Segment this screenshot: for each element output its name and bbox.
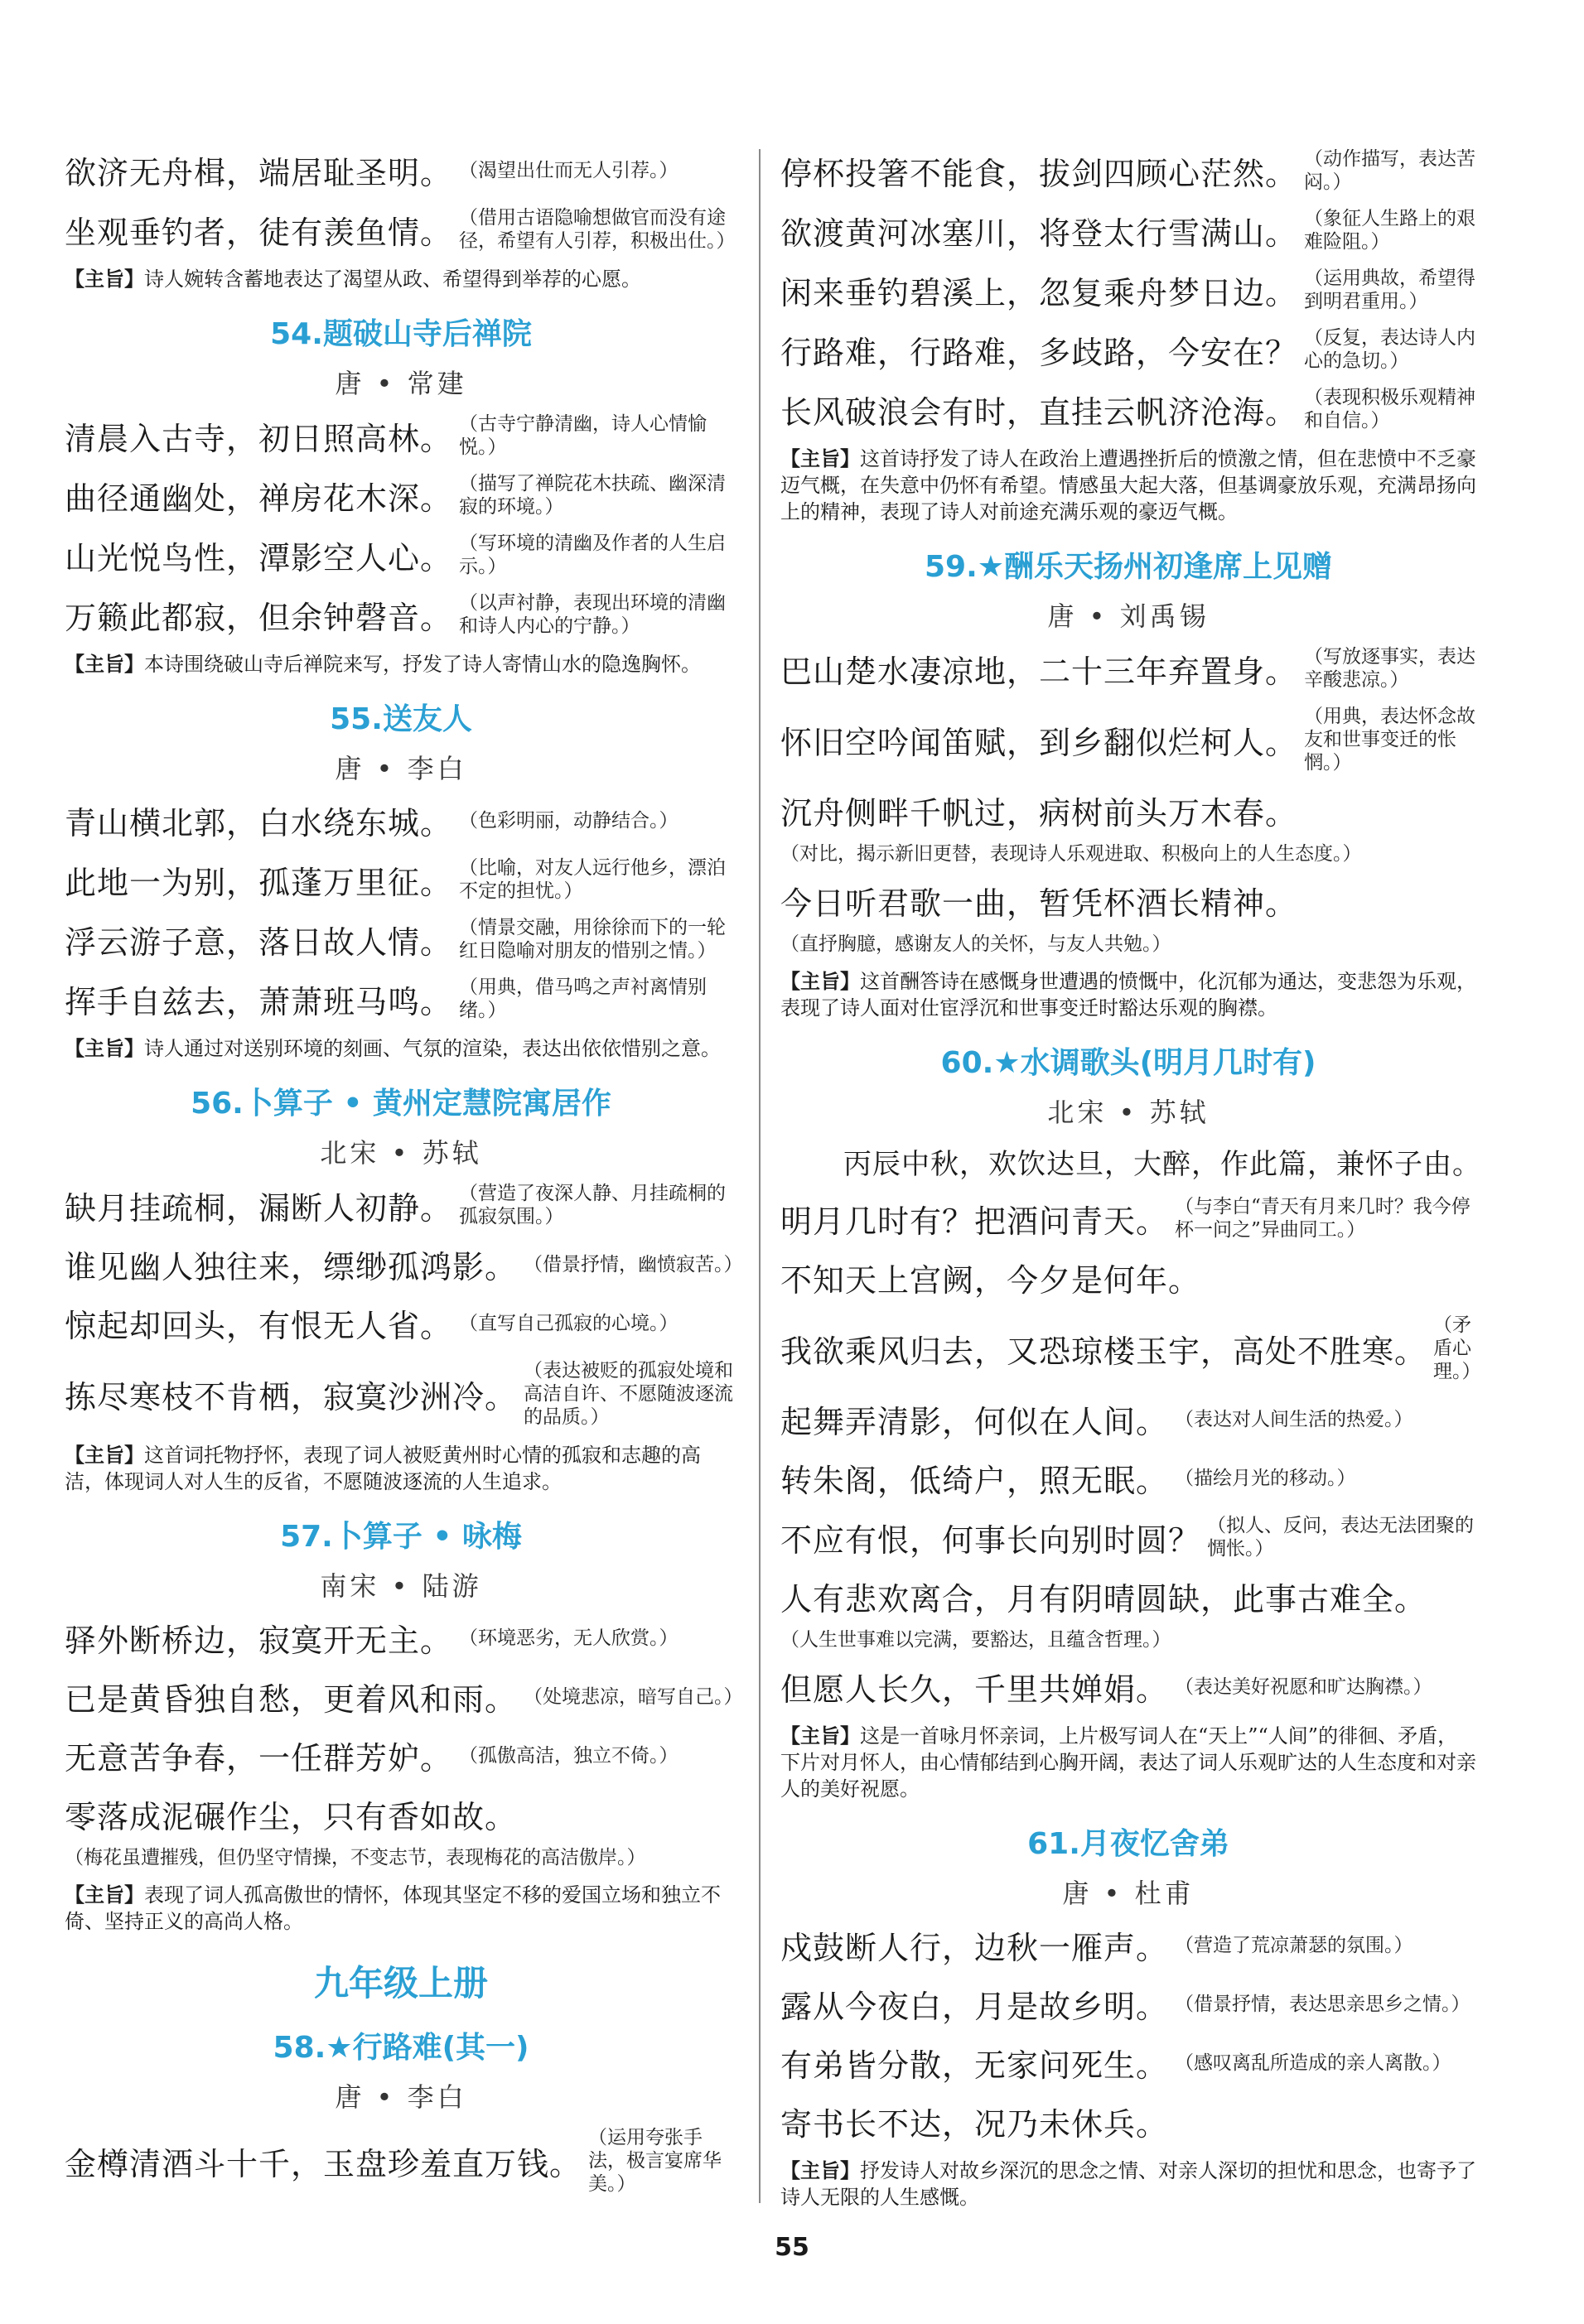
verse-text: 今日听君歌一曲，暂凭杯酒长精神。 — [780, 885, 1298, 922]
verse-note: （营造了荒凉萧瑟的氛围。） — [1175, 1934, 1413, 1956]
verse-line — [780, 267, 1476, 313]
poem-author: 北宋 • 苏轼 — [320, 1137, 482, 1169]
verse-note: （人生世事难以完满，要豁达，且蕴含哲理。） — [780, 1629, 1171, 1651]
verse-note: （运用典故，希望得到明君重用。） — [1304, 268, 1476, 312]
verse-line — [780, 1195, 1476, 1242]
verse-note: （色彩明丽，动静结合。） — [459, 809, 679, 832]
verse-line — [65, 856, 737, 903]
verse-note: （以声衬静，表现出环境的清幽和诗人内心的宁静。） — [459, 592, 727, 637]
verse-line — [780, 2040, 1476, 2085]
left-column — [65, 147, 743, 2209]
summary-text: 这首诗抒发了诗人在政治上遭遇挫折后的愤激之情，但在悲愤中不乏豪迈气概，在失意中仍怀有希望。情感虽大起大落，但基调豪放乐观，充满昂扬向上的精神，表现了诗人对前途充满乐观的豪迈气概。 — [780, 447, 1476, 523]
verse-note: （借景抒情，幽愤寂苦。） — [524, 1253, 743, 1275]
poem-summary — [780, 1723, 1476, 1802]
verse-line — [65, 472, 737, 518]
right-column — [780, 147, 1481, 2227]
verse-text: 明月几时有？把酒问青天。 — [780, 1203, 1169, 1240]
summary-tag: 【主旨】 — [780, 2159, 860, 2182]
poem-summary — [65, 651, 737, 677]
verse-line — [65, 1674, 743, 1719]
verse-text: 此地一为别，孤蓬万里征。 — [65, 864, 453, 901]
poem-author: 北宋 • 苏轼 — [1047, 1097, 1210, 1128]
verse-note: （借用古语隐喻想做官而没有途径，希望有人引荐，积极出仕。） — [459, 207, 736, 252]
verse-line — [780, 1396, 1476, 1442]
verse-line — [65, 1300, 737, 1346]
verse-note: （用典，借马鸣之声衬离情别绪。） — [459, 976, 707, 1021]
summary-text: 这首词托物抒怀，表现了词人被贬黄州时心情的孤寂和志趣的高洁，体现词人对人生的反省，不愿随波逐流的人生追求。 — [65, 1444, 701, 1493]
verse-note: （动作描写，表达苦闷。） — [1304, 148, 1476, 193]
poem-summary — [780, 968, 1476, 1021]
verse-text: 转朱阁，低绮户，照无眠。 — [780, 1463, 1169, 1499]
column-divider — [759, 149, 761, 2203]
verse-text: 浮云游子意，落日故人情。 — [65, 923, 453, 961]
verse-note: （反复，表达诗人内心的急切。） — [1304, 327, 1476, 372]
verse-note: （写环境的清幽及作者的人生启示。） — [459, 533, 727, 577]
verse-line — [780, 1664, 1476, 1709]
summary-tag: 【主旨】 — [780, 1724, 860, 1748]
verse-text: 拣尽寒枝不肯栖，寂寞沙洲冷。 — [65, 1378, 518, 1415]
verse-note: （描绘月光的移动。） — [1175, 1467, 1356, 1489]
verse-text: 山光悦鸟性，潭影空人心。 — [65, 539, 453, 576]
verse-text: 曲径通幽处，禅房花木深。 — [65, 480, 453, 517]
verse-text: 起舞弄清影，何似在人间。 — [780, 1404, 1169, 1440]
verse-line — [65, 798, 737, 843]
verse-text: 寄书长不达，况乃未休兵。 — [780, 2106, 1169, 2143]
verse-text: 零落成泥碾作尘，只有香如故。 — [65, 1799, 518, 1835]
verse-note: （环境恶劣，无人欣赏。） — [459, 1627, 679, 1649]
verse-text: 闲来垂钓碧溪上，忽复乘舟梦日边。 — [780, 274, 1298, 311]
summary-tag: 【主旨】 — [780, 970, 860, 993]
verse-line — [65, 1733, 737, 1778]
verse-text: 挥手自兹去，萧萧班马鸣。 — [65, 983, 453, 1020]
verse-text: 但愿人长久，千里共婵娟。 — [780, 1671, 1169, 1708]
verse-text: 人有悲欢离合，月有阴晴圆缺，此事古难全。 — [780, 1581, 1427, 1618]
verse-line — [780, 1514, 1476, 1560]
verse-note: （直写自己孤寂的心境。） — [459, 1312, 679, 1334]
verse-note: （感叹离乱所造成的亲人离散。） — [1175, 2052, 1451, 2074]
verse-line — [65, 1182, 737, 1228]
summary-text: 抒发诗人对故乡深沉的思念之情、对亲人深切的担忧和思念，也寄予了诗人无限的人生感慨。 — [780, 2159, 1476, 2209]
verse-note: （拟人、反问，表达无法团聚的惆怅。） — [1207, 1515, 1475, 1560]
verse-note: （表现积极乐观精神和自信。） — [1304, 387, 1476, 432]
verse-text: 谁见幽人独往来，缥缈孤鸿影。 — [65, 1249, 518, 1285]
verse-line — [780, 645, 1476, 692]
verse-text: 我欲乘风归去，又恐琼楼玉宇，高处不胜寒。 — [780, 1333, 1427, 1370]
preface-text: 丙辰中秋，欢饮达旦，大醉，作此篇，兼怀子由。 — [843, 1148, 1481, 1181]
verse-text: 无意苦争春，一任群芳妒。 — [65, 1740, 453, 1777]
verse-note: （对比，揭示新旧更替，表现诗人乐观进取、积极向上的人生态度。） — [780, 843, 1362, 865]
verse-text: 沉舟侧畔千帆过，病树前头万木春。 — [780, 795, 1298, 832]
verse-note: （情景交融，用徐徐而下的一轮红日隐喻对朋友的惜别之情。） — [459, 917, 727, 962]
verse-note: （写放逐事实，表达辛酸悲凉。） — [1304, 646, 1476, 691]
verse-note: （与李白“青天有月来几时？我今停杯一问之”异曲同工。） — [1175, 1196, 1471, 1241]
verse-text: 清晨入古寺，初日照高林。 — [65, 420, 453, 457]
summary-text: 本诗围绕破山寺后禅院来写，抒发了诗人寄情山水的隐逸胸怀。 — [144, 653, 701, 676]
poem-author: 唐 • 李白 — [335, 753, 467, 784]
verse-note: （表达对人间生活的热爱。） — [1175, 1408, 1413, 1430]
poem-title: 59.★酬乐天扬州初逢席上见赠 — [924, 550, 1333, 584]
verse-text: 有弟皆分散，无家问死生。 — [780, 2047, 1169, 2084]
verse-line — [780, 1255, 1476, 1300]
verse-note: （直抒胸臆，感谢友人的关怀，与友人共勉。） — [780, 933, 1171, 955]
verse-note: （孤傲高洁，独立不倚。） — [459, 1744, 679, 1767]
poem-title: 54.题破山寺后禅院 — [270, 317, 532, 351]
verse-line — [780, 1455, 1476, 1501]
poem-author: 南宋 • 陆游 — [320, 1570, 482, 1602]
poem-title: 56.卜算子 • 黄州定慧院寓居作 — [191, 1087, 611, 1121]
verse-line — [780, 2099, 1476, 2144]
verse-text: 巴山楚水凄凉地，二十三年弃置身。 — [780, 653, 1298, 690]
verse-line — [65, 916, 737, 962]
poem-summary — [65, 1442, 737, 1495]
summary-text: 表现了词人孤高傲世的情怀，体现其坚定不移的爱国立场和独立不倚、坚持正义的高尚人格。 — [65, 1883, 721, 1933]
verse-note: （表达被贬的孤寂处境和高洁自许、不愿随波逐流的品质。） — [524, 1360, 734, 1428]
verse-text: 坐观垂钓者，徒有羡鱼情。 — [65, 214, 453, 251]
verse-line — [65, 532, 737, 578]
verse-line — [780, 788, 1476, 833]
poem-author: 唐 • 常建 — [335, 368, 467, 399]
poem-summary — [780, 446, 1476, 525]
verse-line — [65, 1615, 737, 1661]
verse-line — [780, 878, 1476, 923]
verse-note: （营造了夜深人静、月挂疏桐的孤寂氛围。） — [459, 1183, 727, 1227]
summary-tag: 【主旨】 — [65, 1883, 144, 1907]
verse-line — [780, 1314, 1481, 1383]
poem-title: 57.卜算子 • 咏梅 — [280, 1520, 522, 1554]
verse-note: （借景抒情，表达思亲思乡之情。） — [1175, 1993, 1471, 2015]
poem-author: 唐 • 李白 — [335, 2081, 467, 2113]
verse-note: （象征人生路上的艰难险阻。） — [1304, 208, 1476, 253]
summary-text: 诗人婉转含蓄地表达了渴望从政、希望得到举荐的心愿。 — [144, 268, 641, 291]
poem-preface — [780, 1141, 1481, 1182]
verse-text: 惊起却回头，有恨无人省。 — [65, 1308, 453, 1344]
verse-line — [65, 1242, 743, 1287]
summary-tag: 【主旨】 — [65, 268, 144, 291]
verse-line — [780, 1574, 1476, 1619]
verse-text: 青山横北郭，白水绕东城。 — [65, 805, 453, 841]
poem-summary — [65, 1882, 737, 1935]
verse-note: （比喻，对友人远行他乡，漂泊不定的担忧。） — [459, 857, 727, 902]
summary-tag: 【主旨】 — [780, 447, 860, 470]
verse-text: 驿外断桥边，寂寞开无主。 — [65, 1622, 453, 1659]
verse-text: 长风破浪会有时，直挂云帆济沧海。 — [780, 393, 1298, 431]
poem-summary — [65, 266, 737, 292]
verse-line — [780, 705, 1476, 774]
verse-line — [780, 326, 1476, 373]
verse-line — [65, 2126, 737, 2196]
summary-tag: 【主旨】 — [65, 653, 144, 676]
verse-note: （古寺宁静清幽，诗人心情愉悦。） — [459, 413, 707, 458]
verse-line — [780, 386, 1476, 432]
verse-line — [780, 1922, 1476, 1968]
verse-note: （处境悲凉，暗写自己。） — [524, 1685, 743, 1708]
summary-tag: 【主旨】 — [65, 1037, 144, 1060]
poem-title: 61.月夜忆舍弟 — [1027, 1827, 1229, 1861]
verse-note: （表达美好祝愿和旷达胸襟。） — [1175, 1675, 1432, 1698]
verse-text: 已是黄昏独自愁，更着风和雨。 — [65, 1681, 518, 1718]
poem-summary — [65, 1035, 737, 1062]
verse-line — [780, 147, 1476, 194]
page-number: 55 — [775, 2233, 809, 2262]
verse-line — [780, 207, 1476, 253]
verse-line — [65, 206, 737, 253]
verse-line — [65, 147, 737, 193]
verse-text: 怀旧空吟闻笛赋，到乡翻似烂柯人。 — [780, 724, 1298, 761]
poem-summary — [780, 2158, 1476, 2211]
poem-title: 55.送友人 — [330, 702, 472, 736]
summary-tag: 【主旨】 — [65, 1444, 144, 1467]
verse-line — [65, 1791, 737, 1837]
summary-text: 这是一首咏月怀亲词，上片极写词人在“天上”“人间”的徘徊、矛盾，下片对月怀人，由心情郁结到心胸开阔，表达了词人乐观旷达的人生态度和对亲人的美好祝愿。 — [780, 1724, 1476, 1801]
verse-note: （渴望出仕而无人引荐。） — [459, 159, 679, 181]
verse-note: （运用夸张手法，极言宴席华美。） — [588, 2127, 722, 2195]
poem-title: 58.★行路难(其一) — [273, 2031, 529, 2065]
verse-note: （用典，表达怀念故友和世事变迁的怅惘。） — [1304, 706, 1476, 774]
verse-text: 万籁此都寂，但余钟磬音。 — [65, 599, 453, 636]
verse-note: （描写了禅院花木扶疏、幽深清寂的环境。） — [459, 473, 727, 518]
verse-text: 缺月挂疏桐，漏断人初静。 — [65, 1189, 453, 1227]
poem-title: 60.★水调歌头(明月几时有) — [940, 1046, 1316, 1080]
verse-text: 金樽清酒斗十千，玉盘珍羞直万钱。 — [65, 2145, 582, 2182]
verse-line — [65, 591, 737, 638]
verse-line — [780, 1981, 1476, 2027]
verse-text: 露从今夜白，月是故乡明。 — [780, 1989, 1169, 2025]
verse-line — [65, 412, 737, 459]
verse-text: 欲济无舟楫，端居耻圣明。 — [65, 155, 453, 191]
verse-note: （矛盾心理。） — [1433, 1314, 1481, 1382]
verse-note: （梅花虽遭摧残，但仍坚守情操，不变志节，表现梅花的高洁傲岸。） — [65, 1847, 646, 1868]
verse-text: 不应有恨，何事长向别时圆？ — [780, 1521, 1201, 1559]
verse-line — [65, 1359, 737, 1429]
summary-text: 诗人通过对送别环境的刻画、气氛的渲染，表达出依依惜别之意。 — [144, 1037, 721, 1060]
poem-author: 唐 • 刘禹锡 — [1047, 600, 1210, 632]
verse-text: 行路难，行路难，多歧路，今安在？ — [780, 334, 1298, 371]
section-heading: 九年级上册 — [313, 1963, 488, 2003]
verse-text: 戍鼓断人行，边秋一雁声。 — [780, 1930, 1169, 1966]
verse-text: 停杯投箸不能食，拔剑四顾心茫然。 — [780, 155, 1298, 192]
verse-line — [65, 976, 737, 1022]
verse-text: 不知天上宫阙，今夕是何年。 — [780, 1262, 1201, 1299]
summary-text: 这首酬答诗在感慨身世遭遇的愤慨中，化沉郁为通达，变悲怨为乐观，表现了诗人面对仕宦浮沉和世事变迁时豁达乐观的胸襟。 — [780, 970, 1476, 1020]
verse-text: 欲渡黄河冰塞川，将登太行雪满山。 — [780, 215, 1298, 252]
poem-author: 唐 • 杜甫 — [1062, 1878, 1195, 1909]
